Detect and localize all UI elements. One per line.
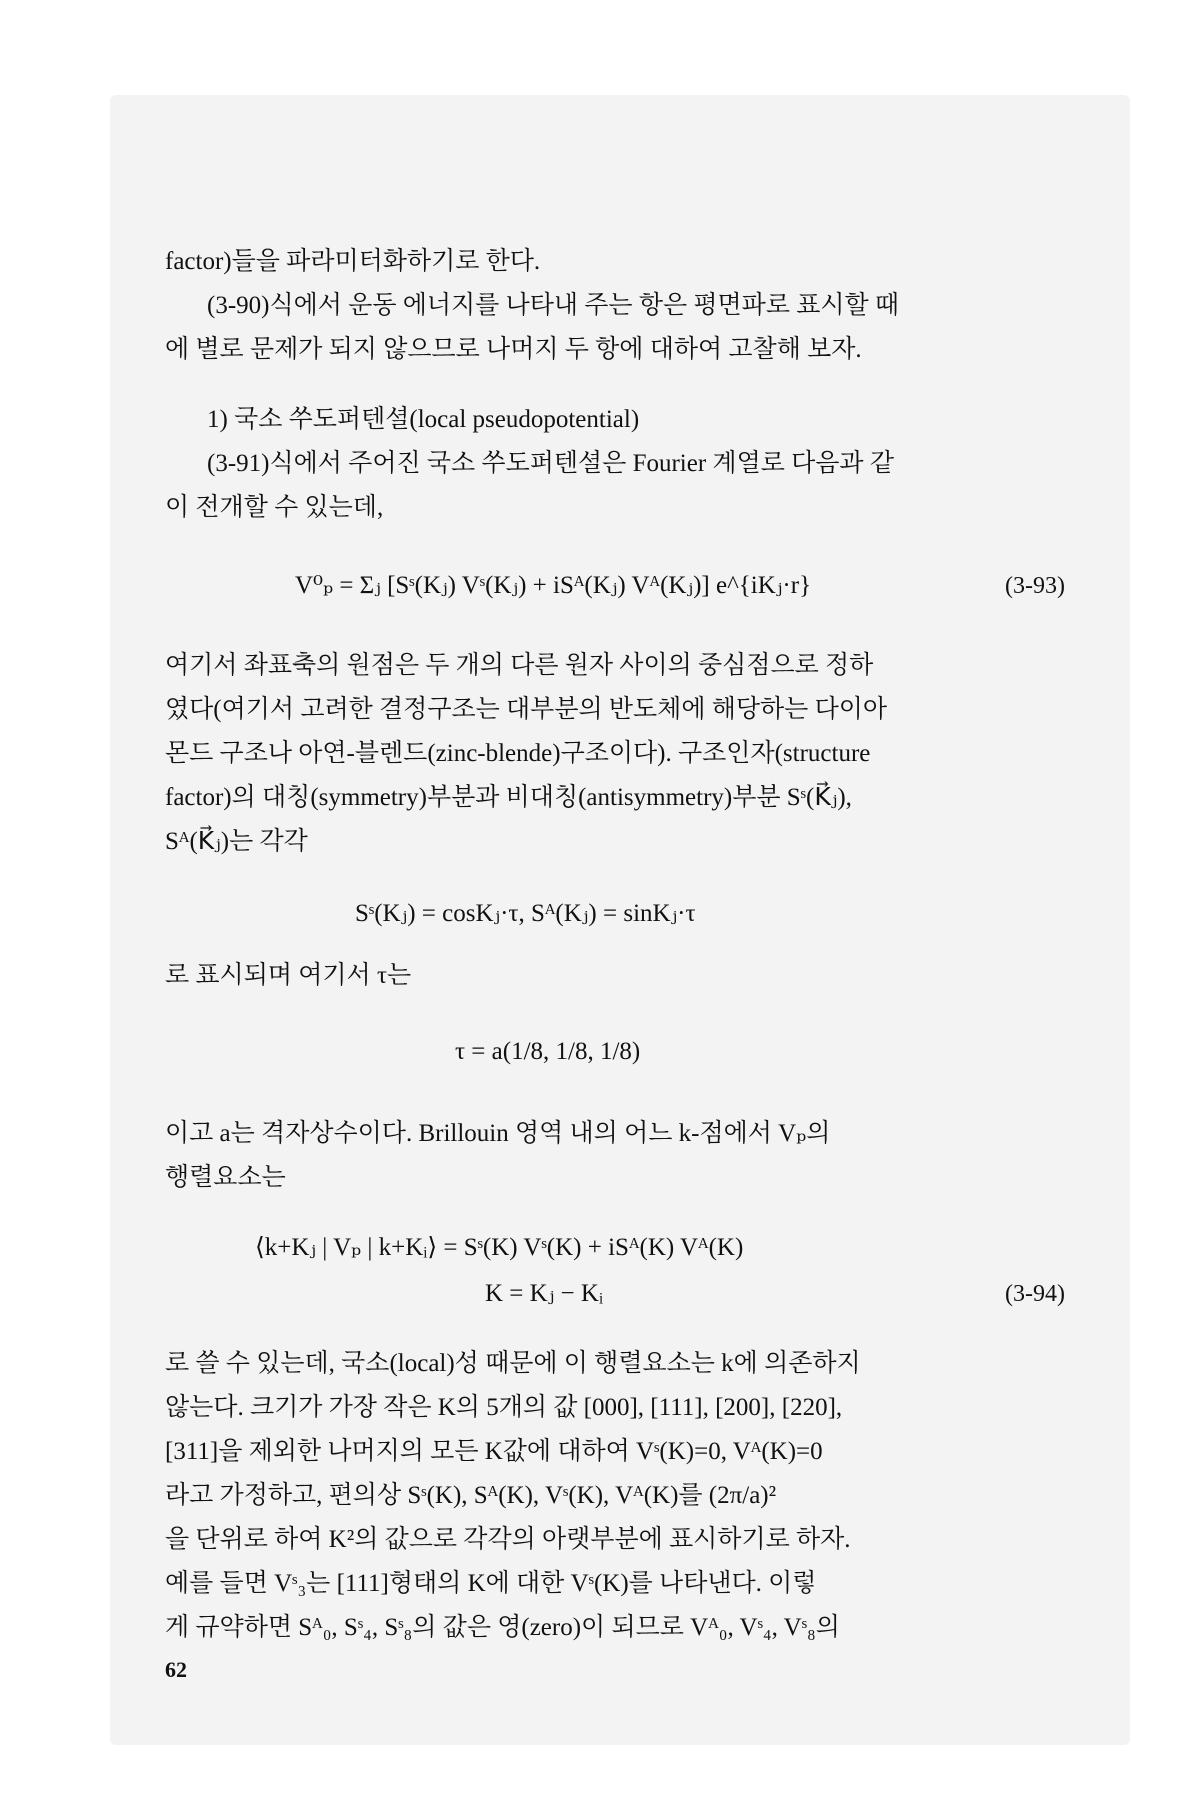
text-line: 로 표시되며 여기서 τ는 — [165, 962, 412, 989]
text-line: factor)의 대칭(symmetry)부분과 비대칭(antisymmetry)부분 Sˢ(K⃗ⱼ), — [165, 784, 852, 811]
text-line: (3-90)식에서 운동 에너지를 나타내 주는 항은 평면파로 표시할 때 — [207, 292, 900, 319]
structure-factor-equation: Sˢ(Kⱼ) = cosKⱼ·τ, Sᴬ(Kⱼ) = sinKⱼ·τ — [355, 900, 696, 927]
equation-number: (3-94) — [1005, 1281, 1065, 1307]
equation-3-94-b: K = Kⱼ − Kᵢ — [485, 1280, 604, 1307]
text-line: 라고 가정하고, 편의상 Sˢ(K), Sᴬ(K), Vˢ(K), Vᴬ(K)를 (2π/a)² — [165, 1482, 777, 1509]
text-line: Sᴬ(K⃗ⱼ)는 각각 — [165, 828, 308, 855]
text-line: 로 쓸 수 있는데, 국소(local)성 때문에 이 행렬요소는 k에 의존하지 — [165, 1350, 861, 1377]
section-heading: 1) 국소 쑤도퍼텐셜(local pseudopotential) — [207, 406, 640, 433]
text-line: factor)들을 파라미터화하기로 한다. — [165, 248, 541, 275]
equation-3-94-a: ⟨k+Kⱼ | Vₚ | k+Kᵢ⟩ = Sˢ(K) Vˢ(K) + iSᴬ(K) Vᴬ(K) — [255, 1234, 744, 1261]
text-line: 예를 들면 Vˢ₃는 [111]형태의 K에 대한 Vˢ(K)를 나타낸다. 이렇 — [165, 1570, 817, 1597]
page-number: 62 — [165, 1657, 187, 1682]
text-line: (3-91)식에서 주어진 국소 쑤도퍼텐셜은 Fourier 계열로 다음과 같 — [207, 450, 894, 477]
text-line: 몬드 구조나 아연-블렌드(zinc-blende)구조이다). 구조인자(structure — [165, 740, 871, 767]
text-line: 여기서 좌표축의 원점은 두 개의 다른 원자 사이의 중심점으로 정하 — [165, 652, 874, 679]
text-line: 게 규약하면 Sᴬ₀, Sˢ₄, Sˢ₈의 값은 영(zero)이 되므로 Vᴬ₀, Vˢ₄, Vˢ₈의 — [165, 1614, 840, 1641]
text-line: 이 전개할 수 있는데, — [165, 494, 384, 521]
equation-number: (3-93) — [1005, 573, 1065, 599]
text-line: [311]을 제외한 나머지의 모든 K값에 대하여 Vˢ(K)=0, Vᴬ(K)=0 — [165, 1438, 823, 1465]
text-line: 에 별로 문제가 되지 않으므로 나머지 두 항에 대하여 고찰해 보자. — [165, 336, 862, 363]
equation-3-93: V⁰ₚ = Σⱼ [Sˢ(Kⱼ) Vˢ(Kⱼ) + iSᴬ(Kⱼ) Vᴬ(Kⱼ)] e^{iKⱼ·r} — [295, 572, 812, 599]
text-line: 않는다. 크기가 가장 작은 K의 5개의 값 [000], [111], [200], [220], — [165, 1394, 843, 1421]
text-line: 행렬요소는 — [165, 1164, 286, 1191]
text-line: 을 단위로 하여 K²의 값으로 각각의 아랫부분에 표시하기로 하자. — [165, 1526, 851, 1553]
text-line: 였다(여기서 고려한 결정구조는 대부분의 반도체에 해당하는 다이아 — [165, 696, 888, 723]
tau-equation: τ = a(1/8, 1/8, 1/8) — [455, 1038, 641, 1065]
text-line: 이고 a는 격자상수이다. Brillouin 영역 내의 어느 k-점에서 Vₚ의 — [165, 1120, 831, 1147]
